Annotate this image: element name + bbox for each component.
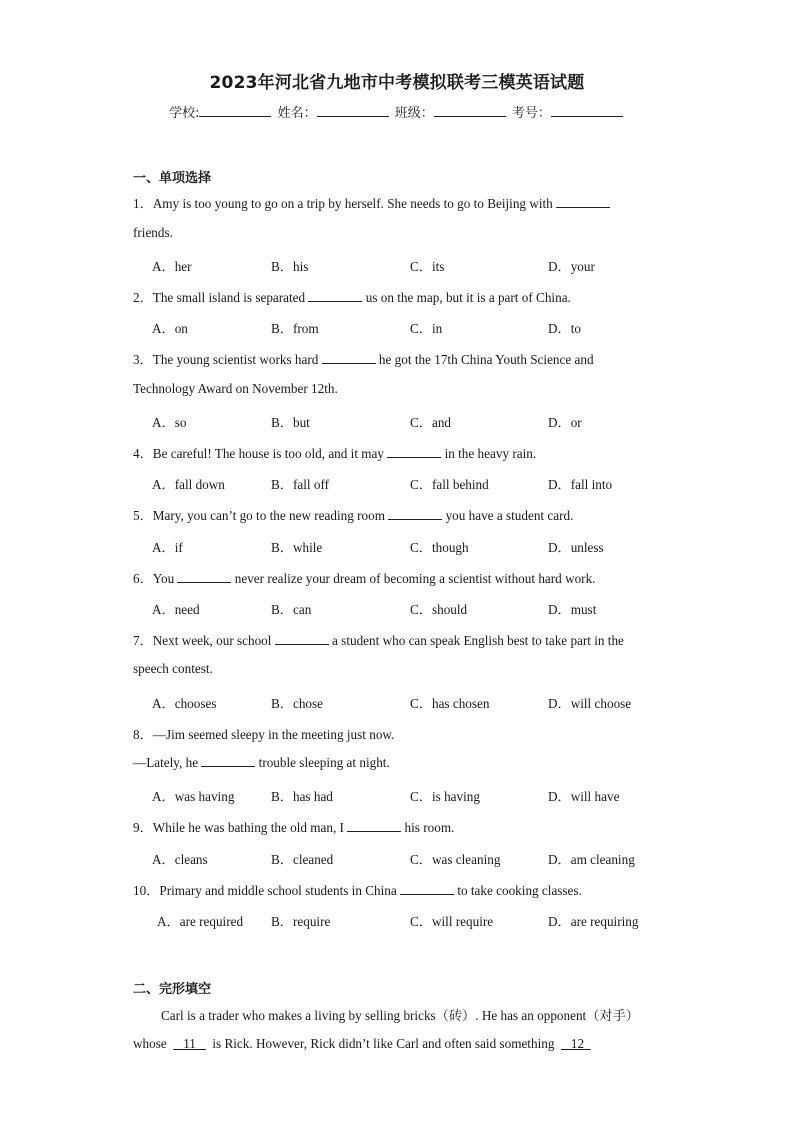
option-a[interactable]: A．so bbox=[152, 415, 187, 430]
name-blank[interactable] bbox=[317, 105, 389, 117]
answer-blank[interactable] bbox=[556, 197, 610, 208]
answer-blank[interactable] bbox=[201, 756, 255, 767]
option-b[interactable]: B．but bbox=[271, 415, 310, 430]
school-label: 学校: bbox=[169, 106, 200, 121]
option-b[interactable]: B．his bbox=[271, 259, 309, 274]
option-d[interactable]: D．your bbox=[548, 259, 595, 274]
question-8-line-2: —Lately, he trouble sleeping at night. bbox=[133, 755, 390, 770]
option-d[interactable]: D．am cleaning bbox=[548, 852, 635, 867]
option-c[interactable]: C．though bbox=[410, 540, 469, 555]
question-6-text: 6．You never realize your dream of becoming a scientist without hard work. bbox=[133, 571, 596, 586]
option-d[interactable]: D．unless bbox=[548, 540, 604, 555]
question-2-text: 2．The small island is separated us on the map, but it is a part of China. bbox=[133, 290, 571, 305]
option-a[interactable]: A．need bbox=[152, 602, 200, 617]
option-a[interactable]: A．are required bbox=[157, 914, 244, 929]
option-a[interactable]: A．her bbox=[152, 259, 192, 274]
option-b[interactable]: B．from bbox=[271, 321, 319, 336]
option-c[interactable]: C．in bbox=[410, 321, 443, 336]
question-5-text: 5．Mary, you can’t go to the new reading room you have a student card. bbox=[133, 508, 574, 523]
cloze-blank-11[interactable]: 11 bbox=[183, 1036, 196, 1051]
question-9-text: 9．While he was bathing the old man, I his room. bbox=[133, 820, 455, 835]
option-c[interactable]: C．and bbox=[410, 415, 452, 430]
option-d[interactable]: D．to bbox=[548, 321, 581, 336]
section-1-title: 一、单项选择 bbox=[133, 171, 212, 186]
option-b[interactable]: B．can bbox=[271, 602, 312, 617]
option-d[interactable]: D．will choose bbox=[548, 696, 632, 711]
question-3-line-1: 3．The young scientist works hard he got the 17th China Youth Science and bbox=[133, 352, 594, 367]
section-2-title: 二、完形填空 bbox=[133, 982, 212, 997]
option-d[interactable]: D．fall into bbox=[548, 477, 613, 492]
option-a[interactable]: A．chooses bbox=[152, 696, 217, 711]
option-c[interactable]: C．was cleaning bbox=[410, 852, 501, 867]
answer-blank[interactable] bbox=[322, 353, 376, 364]
option-c[interactable]: C．should bbox=[410, 602, 468, 617]
class-label: 班级： bbox=[394, 106, 434, 121]
cloze-paragraph-line-2: whose 11 is Rick. However, Rick didn’t like Carl and often said something 12 bbox=[133, 1036, 591, 1052]
question-7-line-2: speech contest. bbox=[133, 661, 213, 676]
option-b[interactable]: B．require bbox=[271, 914, 331, 929]
answer-blank[interactable] bbox=[388, 509, 442, 520]
option-b[interactable]: B．has had bbox=[271, 789, 333, 804]
number-blank[interactable] bbox=[551, 105, 623, 117]
option-b[interactable]: B．while bbox=[271, 540, 323, 555]
question-8-line-1: 8．—Jim seemed sleepy in the meeting just now. bbox=[133, 727, 395, 742]
question-1-line-1: 1．Amy is too young to go on a trip by herself. She needs to go to Beijing with bbox=[133, 193, 610, 212]
option-c[interactable]: C．its bbox=[410, 259, 445, 274]
student-info-line bbox=[0, 102, 794, 121]
option-b[interactable]: B．cleaned bbox=[271, 852, 334, 867]
option-a[interactable]: A．cleans bbox=[152, 852, 208, 867]
option-d[interactable]: D．or bbox=[548, 415, 582, 430]
answer-blank[interactable] bbox=[308, 291, 362, 302]
class-blank[interactable] bbox=[434, 105, 506, 117]
answer-blank[interactable] bbox=[177, 572, 231, 583]
number-label: 考号： bbox=[511, 106, 551, 121]
option-b[interactable]: B．chose bbox=[271, 696, 324, 711]
option-a[interactable]: A．on bbox=[152, 321, 188, 336]
option-a[interactable]: A．fall down bbox=[152, 477, 225, 492]
option-d[interactable]: D．are requiring bbox=[548, 914, 639, 929]
name-label: 姓名： bbox=[277, 106, 317, 121]
answer-blank[interactable] bbox=[387, 447, 441, 458]
answer-blank[interactable] bbox=[275, 634, 329, 645]
option-b[interactable]: B．fall off bbox=[271, 477, 329, 492]
answer-blank[interactable] bbox=[400, 884, 454, 895]
option-d[interactable]: D．will have bbox=[548, 789, 620, 804]
school-blank[interactable] bbox=[199, 105, 271, 117]
option-c[interactable]: C．has chosen bbox=[410, 696, 490, 711]
option-c[interactable]: C．will require bbox=[410, 914, 494, 929]
cloze-blank-12[interactable]: 12 bbox=[570, 1036, 585, 1051]
question-7-line-1: 7．Next week, our school a student who can speak English best to take part in the bbox=[133, 633, 624, 648]
question-1-line-2: friends. bbox=[133, 225, 173, 240]
question-10-text: 10．Primary and middle school students in China to take cooking classes. bbox=[133, 883, 582, 898]
answer-blank[interactable] bbox=[347, 821, 401, 832]
option-c[interactable]: C．fall behind bbox=[410, 477, 489, 492]
question-4-text: 4．Be careful! The house is too old, and it may in the heavy rain. bbox=[133, 446, 537, 461]
question-3-line-2: Technology Award on November 12th. bbox=[133, 381, 338, 396]
exam-title: 2023年河北省九地市中考模拟联考三模英语试题 bbox=[209, 73, 585, 93]
option-a[interactable]: A．if bbox=[152, 540, 183, 555]
cloze-paragraph-line-1: Carl is a trader who makes a living by selling bricks（砖）. He has an opponent（对手） bbox=[161, 1008, 639, 1023]
option-c[interactable]: C．is having bbox=[410, 789, 480, 804]
option-a[interactable]: A．was having bbox=[152, 789, 235, 804]
option-d[interactable]: D．must bbox=[548, 602, 597, 617]
